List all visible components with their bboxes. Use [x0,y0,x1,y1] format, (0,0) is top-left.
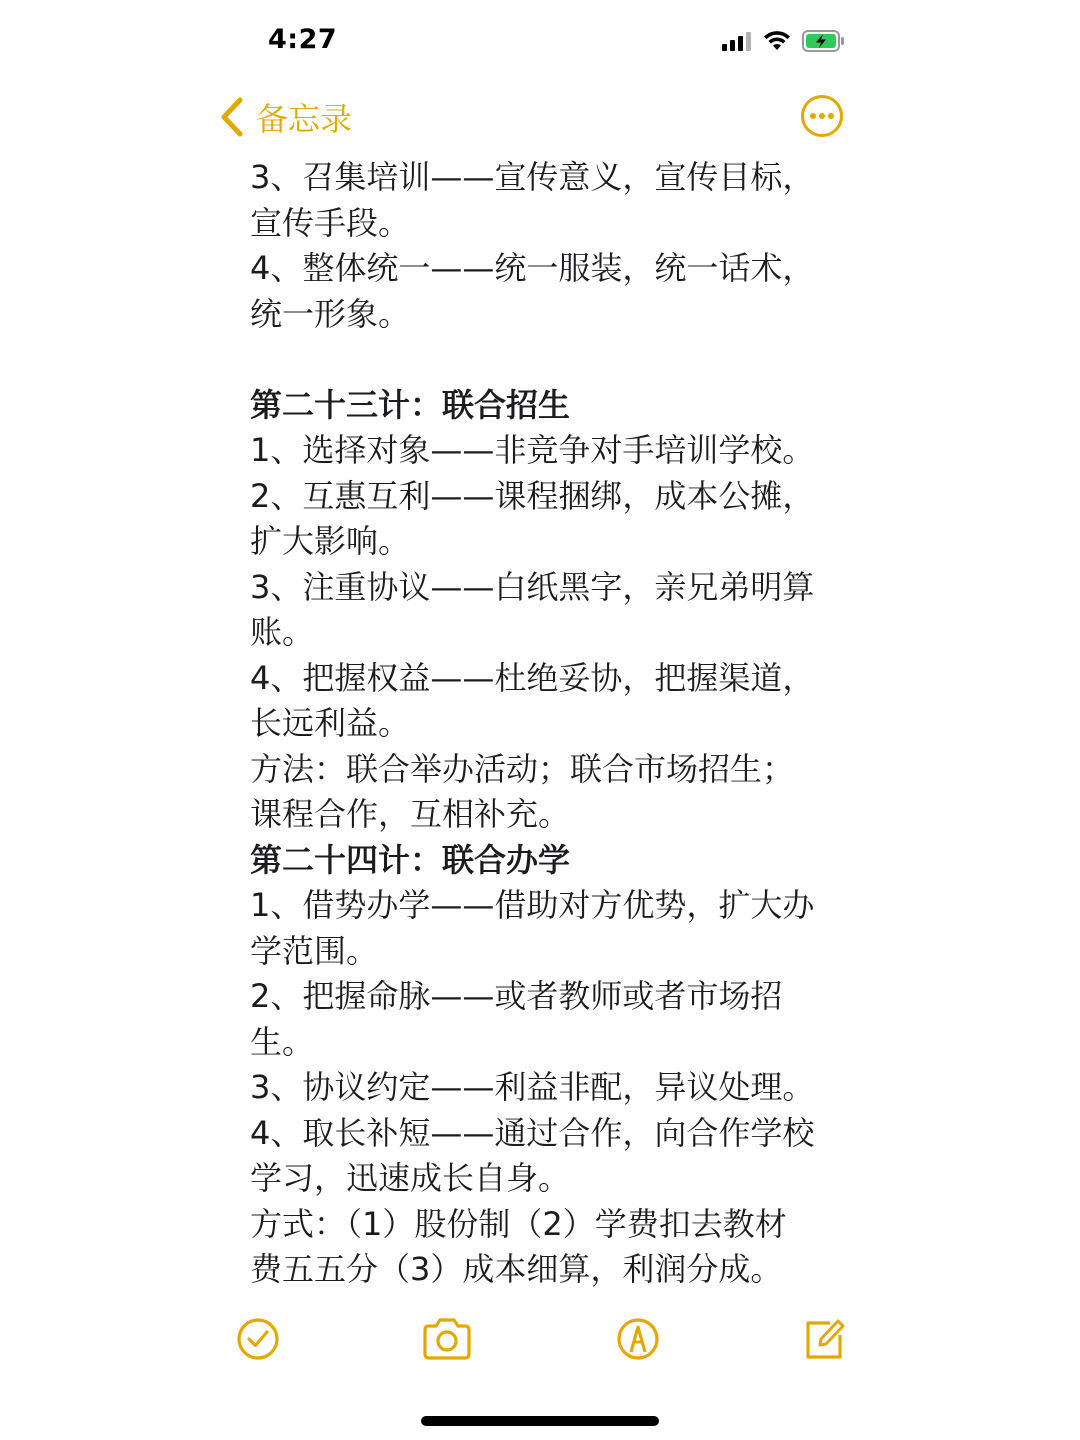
note-text-line: 2、互惠互利——课程捆绑，成本公摊， [250,476,815,515]
note-text-line: 扩大影响。 [250,522,411,560]
note-text-line: 4、取长补短——通过合作，向合作学校 [250,1113,815,1152]
note-text-line: 生。 [250,1022,315,1061]
note-text-line: 方式：（1）股份制（2）学费扣去教材 [250,1204,787,1243]
camera-icon [420,1315,474,1363]
back-label: 备忘录 [256,100,353,138]
cellular-signal-icon [722,31,752,51]
note-text-line: 学习，迅速成长自身。 [250,1159,571,1197]
note-heading-line: 第二十四计：联合办学 [250,840,571,879]
checklist-button[interactable] [234,1315,282,1363]
note-text-line: 3、注重协议——白纸黑字，亲兄弟明算 [250,567,815,606]
status-icons [722,28,846,54]
note-text-line: 课程合作，互相补充。 [250,795,571,833]
note-text-line: 账。 [250,613,315,651]
checklist-icon [234,1315,282,1363]
note-text-line: 学范围。 [250,931,379,970]
note-body[interactable] [250,155,850,1293]
note-text-line: 方法：联合举办活动；联合市场招生； [250,749,795,788]
camera-button[interactable] [420,1315,474,1363]
note-text-line: 1、选择对象——非竞争对手培训学校。 [250,431,815,469]
note-text-line: 1、借势办学——借助对方优势，扩大办 [250,886,815,924]
note-text-line: 4、把握权益——杜绝妥协，把握渠道， [250,658,815,697]
wifi-icon [762,30,792,52]
note-text-line: 费五五分（3）成本细算，利润分成。 [250,1250,783,1288]
note-text-line: 3、协议约定——利益非配，异议处理。 [250,1068,815,1106]
note-text-line: 2、把握命脉——或者教师或者市场招 [250,977,783,1015]
note-text-line: 统一形象。 [250,294,411,333]
note-blank-line [250,337,850,383]
more-button[interactable] [800,94,844,138]
ellipsis-circle-icon [800,94,844,138]
note-text-line: 宣传手段。 [250,203,411,242]
bottom-toolbar [0,1315,1080,1375]
battery-charging-icon [802,30,846,52]
markup-pen-icon [614,1315,662,1363]
markup-button[interactable] [614,1315,662,1363]
nav-bar [0,82,1080,154]
compose-icon [800,1315,848,1363]
note-text-line: 长远利益。 [250,704,411,742]
status-time: 4:27 [268,24,338,55]
status-bar [0,0,1080,82]
home-indicator[interactable] [421,1416,659,1426]
chevron-left-icon [218,96,244,138]
note-text-line: 3、召集培训——宣传意义，宣传目标， [250,158,815,196]
compose-button[interactable] [800,1315,848,1363]
note-heading-line: 第二十三计：联合招生 [250,385,571,424]
note-text-line: 4、整体统一——统一服装，统一话术， [250,249,815,287]
back-button[interactable] [218,94,352,140]
